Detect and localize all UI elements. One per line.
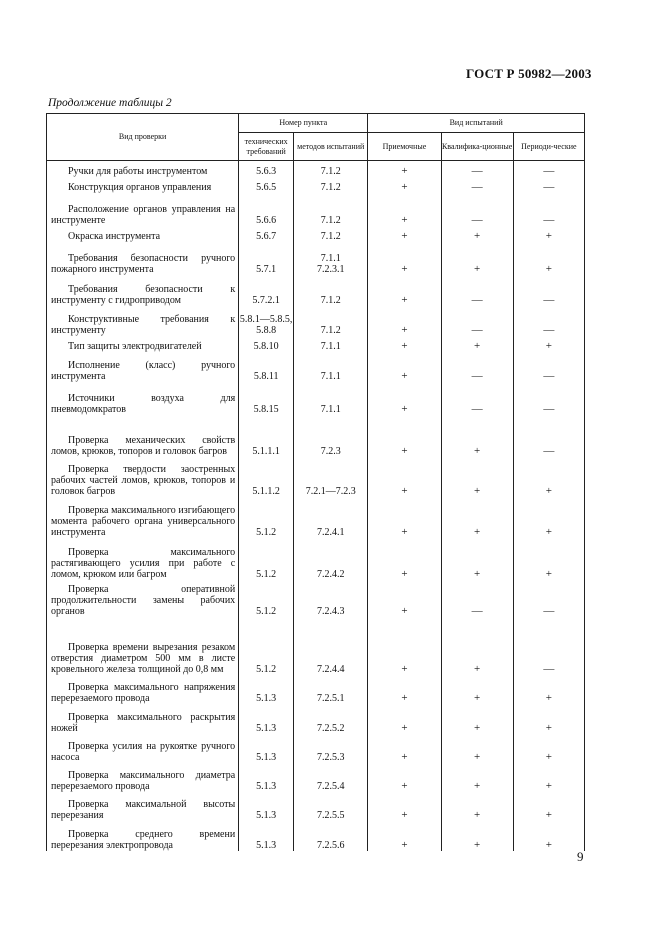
requirements-cell: 5.1.2 bbox=[239, 617, 294, 675]
check-text: Проверка максимального раскрытия ножей bbox=[51, 711, 236, 734]
acceptance-cell: + bbox=[368, 821, 441, 851]
acceptance-cell: + bbox=[368, 382, 441, 415]
check-text: Требования безопасности к инструменту с гидроприводом bbox=[51, 283, 236, 306]
check-cell bbox=[47, 792, 239, 821]
check-cell bbox=[47, 352, 239, 382]
check-text: Проверка максимальной высоты перерезания bbox=[51, 798, 236, 821]
acceptance-cell: + bbox=[368, 497, 441, 538]
requirements-cell: 5.8.1—5.8.5, 5.8.8 bbox=[239, 306, 294, 336]
qualification-cell: + bbox=[441, 457, 513, 497]
acceptance-cell: + bbox=[368, 617, 441, 675]
check-cell bbox=[47, 161, 239, 177]
table-row bbox=[47, 734, 585, 763]
check-text: Проверка максимального растягивающего усилия при работе с ломом, крюком или багром bbox=[51, 546, 236, 580]
acceptance-cell: + bbox=[368, 457, 441, 497]
periodic-cell: — bbox=[513, 161, 584, 177]
methods-cell: 7.1.1 bbox=[294, 336, 368, 352]
qualification-cell: + bbox=[441, 538, 513, 580]
methods-cell: 7.2.3 bbox=[294, 415, 368, 457]
methods-cell: 7.2.5.4 bbox=[294, 763, 368, 792]
methods-cell: 7.2.4.3 bbox=[294, 580, 368, 617]
table-row bbox=[47, 242, 585, 275]
check-text: Конструктивные требования к инструменту bbox=[51, 313, 236, 336]
table-row bbox=[47, 336, 585, 352]
requirements-cell: 5.6.7 bbox=[239, 226, 294, 242]
check-cell bbox=[47, 415, 239, 457]
check-text: Проверка максимального напряжения перерезаемого провода bbox=[51, 681, 236, 704]
methods-cell: 7.1.2 bbox=[294, 275, 368, 306]
methods-cell: 7.1.1 bbox=[294, 352, 368, 382]
table-row bbox=[47, 538, 585, 580]
document-code: ГОСТ Р 50982—2003 bbox=[466, 66, 592, 81]
periodic-cell: — bbox=[513, 306, 584, 336]
check-cell bbox=[47, 382, 239, 415]
qualification-cell: + bbox=[441, 675, 513, 704]
requirements-cell: 5.8.15 bbox=[239, 382, 294, 415]
check-text: Проверка оперативной продолжительности замены рабочих органов bbox=[51, 583, 236, 617]
methods-cell: 7.2.5.6 bbox=[294, 821, 368, 851]
methods-cell: 7.1.1 7.2.3.1 bbox=[294, 242, 368, 275]
check-cell bbox=[47, 242, 239, 275]
requirements-cell: 5.1.3 bbox=[239, 763, 294, 792]
requirements-cell: 5.1.2 bbox=[239, 538, 294, 580]
check-cell bbox=[47, 580, 239, 617]
requirements-cell: 5.1.3 bbox=[239, 675, 294, 704]
periodic-cell: + bbox=[513, 242, 584, 275]
check-text: Проверка усилия на рукоятке ручного насоса bbox=[51, 740, 236, 763]
qualification-cell: + bbox=[441, 336, 513, 352]
table-row bbox=[47, 580, 585, 617]
periodic-cell: + bbox=[513, 821, 584, 851]
column-header-periodic: Периоди-ческие bbox=[513, 133, 584, 161]
table-row bbox=[47, 306, 585, 336]
acceptance-cell: + bbox=[368, 734, 441, 763]
page-number: 9 bbox=[577, 849, 584, 864]
check-text: Проверка времени вырезания резаком отверстия диаметром 500 мм в листе кровельного железа толщиной до 0,8 мм bbox=[51, 641, 236, 675]
qualification-cell: + bbox=[441, 617, 513, 675]
periodic-cell: + bbox=[513, 336, 584, 352]
requirements-cell: 5.1.3 bbox=[239, 821, 294, 851]
methods-cell: 7.1.2 bbox=[294, 161, 368, 177]
periodic-cell: — bbox=[513, 617, 584, 675]
acceptance-cell: + bbox=[368, 226, 441, 242]
qualification-cell: — bbox=[441, 306, 513, 336]
qualification-cell: — bbox=[441, 177, 513, 193]
methods-cell: 7.2.5.1 bbox=[294, 675, 368, 704]
requirements-cell: 5.1.2 bbox=[239, 580, 294, 617]
acceptance-cell: + bbox=[368, 177, 441, 193]
requirements-cell: 5.8.11 bbox=[239, 352, 294, 382]
tests-table bbox=[46, 113, 585, 851]
acceptance-cell: + bbox=[368, 538, 441, 580]
check-cell bbox=[47, 497, 239, 538]
check-cell bbox=[47, 538, 239, 580]
check-text: Проверка максимального изгибающего момента рабочего органа универсального инструмента bbox=[51, 504, 236, 538]
table-row bbox=[47, 704, 585, 734]
table-row bbox=[47, 457, 585, 497]
table-row bbox=[47, 352, 585, 382]
periodic-cell: — bbox=[513, 193, 584, 226]
table-row bbox=[47, 821, 585, 851]
acceptance-cell: + bbox=[368, 763, 441, 792]
periodic-cell: — bbox=[513, 177, 584, 193]
qualification-cell: + bbox=[441, 242, 513, 275]
methods-cell: 7.2.5.3 bbox=[294, 734, 368, 763]
periodic-cell: — bbox=[513, 382, 584, 415]
requirements-cell: 5.6.6 bbox=[239, 193, 294, 226]
methods-cell: 7.2.4.2 bbox=[294, 538, 368, 580]
table-body bbox=[47, 161, 585, 851]
methods-cell: 7.2.4.4 bbox=[294, 617, 368, 675]
column-header-qualification: Квалифика-ционные bbox=[441, 133, 513, 161]
periodic-cell: — bbox=[513, 275, 584, 306]
check-cell bbox=[47, 336, 239, 352]
check-cell bbox=[47, 275, 239, 306]
periodic-cell: + bbox=[513, 675, 584, 704]
periodic-cell: + bbox=[513, 457, 584, 497]
methods-cell: 7.2.4.1 bbox=[294, 497, 368, 538]
check-text: Проверка механических свойств ломов, крюков, топоров и головок багров bbox=[51, 434, 236, 457]
qualification-cell: + bbox=[441, 704, 513, 734]
column-header-check: Вид проверки bbox=[47, 114, 239, 161]
qualification-cell: — bbox=[441, 193, 513, 226]
table-row bbox=[47, 193, 585, 226]
check-text: Источники воздуха для пневмодомкратов bbox=[51, 392, 236, 415]
column-header-requirements: технических требований bbox=[239, 133, 294, 161]
requirements-cell: 5.7.1 bbox=[239, 242, 294, 275]
group-header-test-type: Вид испытаний bbox=[368, 114, 585, 133]
check-text: Расположение органов управления на инструменте bbox=[51, 203, 236, 226]
table-row bbox=[47, 497, 585, 538]
qualification-cell: — bbox=[441, 352, 513, 382]
column-header-methods: методов испытаний bbox=[294, 133, 368, 161]
periodic-cell: + bbox=[513, 763, 584, 792]
qualification-cell: + bbox=[441, 763, 513, 792]
table-row bbox=[47, 177, 585, 193]
acceptance-cell: + bbox=[368, 275, 441, 306]
check-cell bbox=[47, 226, 239, 242]
acceptance-cell: + bbox=[368, 306, 441, 336]
qualification-cell: + bbox=[441, 415, 513, 457]
check-text: Проверка твердости заостренных рабочих частей ломов, крюков, топоров и головок багров bbox=[51, 463, 236, 497]
check-text: Проверка среднего времени перерезания электропровода bbox=[51, 828, 236, 851]
acceptance-cell: + bbox=[368, 161, 441, 177]
acceptance-cell: + bbox=[368, 336, 441, 352]
table-row bbox=[47, 161, 585, 177]
requirements-cell: 5.6.3 bbox=[239, 161, 294, 177]
check-text: Тип защиты электродвигателей bbox=[68, 340, 202, 352]
periodic-cell: — bbox=[513, 415, 584, 457]
qualification-cell: — bbox=[441, 382, 513, 415]
acceptance-cell: + bbox=[368, 704, 441, 734]
check-text: Конструкция органов управления bbox=[68, 181, 212, 193]
requirements-cell: 5.1.1.2 bbox=[239, 457, 294, 497]
methods-cell: 7.2.5.5 bbox=[294, 792, 368, 821]
methods-cell: 7.1.2 bbox=[294, 193, 368, 226]
table-row bbox=[47, 763, 585, 792]
check-cell bbox=[47, 306, 239, 336]
check-text: Ручки для работы инструментом bbox=[68, 165, 208, 177]
check-cell bbox=[47, 734, 239, 763]
methods-cell: 7.2.1—7.2.3 bbox=[294, 457, 368, 497]
check-cell bbox=[47, 821, 239, 851]
check-cell bbox=[47, 675, 239, 704]
check-text: Требования безопасности ручного пожарного инструмента bbox=[51, 252, 236, 275]
requirements-cell: 5.1.3 bbox=[239, 704, 294, 734]
requirements-cell: 5.1.1.1 bbox=[239, 415, 294, 457]
qualification-cell: + bbox=[441, 497, 513, 538]
periodic-cell: + bbox=[513, 497, 584, 538]
requirements-cell: 5.1.3 bbox=[239, 734, 294, 763]
qualification-cell: + bbox=[441, 734, 513, 763]
periodic-cell: — bbox=[513, 352, 584, 382]
requirements-cell: 5.8.10 bbox=[239, 336, 294, 352]
table-row bbox=[47, 382, 585, 415]
qualification-cell: — bbox=[441, 580, 513, 617]
acceptance-cell: + bbox=[368, 242, 441, 275]
periodic-cell: + bbox=[513, 704, 584, 734]
check-cell bbox=[47, 704, 239, 734]
qualification-cell: + bbox=[441, 792, 513, 821]
periodic-cell: + bbox=[513, 538, 584, 580]
periodic-cell: — bbox=[513, 580, 584, 617]
periodic-cell: + bbox=[513, 734, 584, 763]
requirements-cell: 5.1.3 bbox=[239, 792, 294, 821]
check-cell bbox=[47, 177, 239, 193]
qualification-cell: — bbox=[441, 161, 513, 177]
acceptance-cell: + bbox=[368, 675, 441, 704]
check-text: Проверка максимального диаметра перерезаемого провода bbox=[51, 769, 236, 792]
methods-cell: 7.1.1 bbox=[294, 382, 368, 415]
table-caption: Продолжение таблицы 2 bbox=[48, 97, 172, 109]
check-cell bbox=[47, 763, 239, 792]
check-cell bbox=[47, 617, 239, 675]
table-row bbox=[47, 675, 585, 704]
acceptance-cell: + bbox=[368, 352, 441, 382]
methods-cell: 7.1.2 bbox=[294, 177, 368, 193]
methods-cell: 7.2.5.2 bbox=[294, 704, 368, 734]
table-row bbox=[47, 275, 585, 306]
requirements-cell: 5.1.2 bbox=[239, 497, 294, 538]
table-row bbox=[47, 617, 585, 675]
qualification-cell: — bbox=[441, 275, 513, 306]
check-text: Окраска инструмента bbox=[68, 230, 161, 242]
acceptance-cell: + bbox=[368, 792, 441, 821]
check-text: Исполнение (класс) ручного инструмента bbox=[51, 359, 236, 382]
qualification-cell: + bbox=[441, 821, 513, 851]
requirements-cell: 5.7.2.1 bbox=[239, 275, 294, 306]
table-row bbox=[47, 415, 585, 457]
requirements-cell: 5.6.5 bbox=[239, 177, 294, 193]
acceptance-cell: + bbox=[368, 580, 441, 617]
table-row bbox=[47, 226, 585, 242]
acceptance-cell: + bbox=[368, 415, 441, 457]
acceptance-cell: + bbox=[368, 193, 441, 226]
periodic-cell: + bbox=[513, 792, 584, 821]
column-header-acceptance: Приемочные bbox=[368, 133, 441, 161]
check-cell bbox=[47, 193, 239, 226]
group-header-item-number: Номер пункта bbox=[239, 114, 368, 133]
check-cell bbox=[47, 457, 239, 497]
periodic-cell: + bbox=[513, 226, 584, 242]
methods-cell: 7.1.2 bbox=[294, 226, 368, 242]
table-row bbox=[47, 792, 585, 821]
qualification-cell: + bbox=[441, 226, 513, 242]
methods-cell: 7.1.2 bbox=[294, 306, 368, 336]
